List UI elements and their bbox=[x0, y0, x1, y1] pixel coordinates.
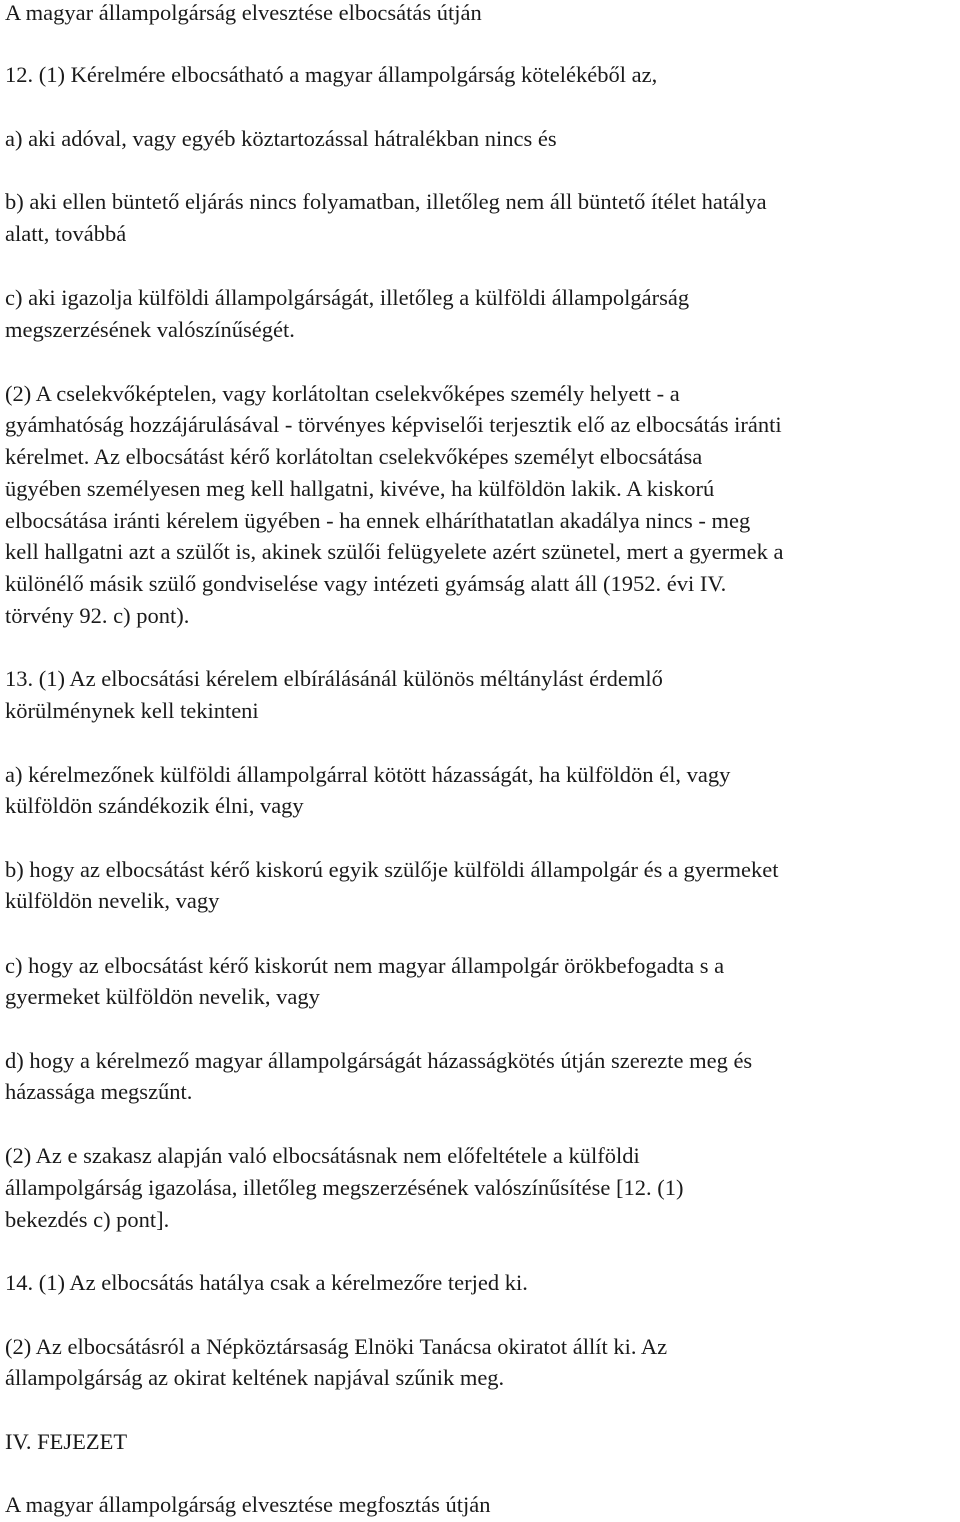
paragraph-line: b) aki ellen büntető eljárás nincs folyamatban, illetőleg nem áll büntető ítélet hatálya bbox=[5, 189, 767, 214]
section-heading: A magyar állampolgárság elvesztése elbocsátás útján bbox=[5, 0, 482, 25]
chapter-heading: IV. FEJEZET bbox=[5, 1429, 128, 1454]
paragraph-line: 14. (1) Az elbocsátás hatálya csak a kérelmezőre terjed ki. bbox=[5, 1270, 528, 1295]
paragraph-line: különélő másik szülő gondviselése vagy intézeti gyámság alatt áll (1952. évi IV. bbox=[5, 571, 727, 596]
paragraph-line: kérelmet. Az elbocsátást kérő korlátoltan cselekvőképes személyt elbocsátása bbox=[5, 444, 703, 469]
paragraph-line: házassága megszűnt. bbox=[5, 1079, 193, 1104]
paragraph-line: gyámhatóság hozzájárulásával - törvényes képviselői terjesztik elő az elbocsátás iránti bbox=[5, 412, 782, 437]
paragraph-line: törvény 92. c) pont). bbox=[5, 603, 190, 628]
paragraph-line: c) hogy az elbocsátást kérő kiskorút nem magyar állampolgár örökbefogadta s a bbox=[5, 953, 725, 978]
paragraph-line: alatt, továbbá bbox=[5, 221, 127, 246]
paragraph-line: a) kérelmezőnek külföldi állampolgárral kötött házasságát, ha külföldön él, vagy bbox=[5, 762, 731, 787]
paragraph-line: c) aki igazolja külföldi állampolgárságát, illetőleg a külföldi állampolgárság bbox=[5, 285, 690, 310]
paragraph-line: állampolgárság igazolása, illetőleg megszerzésének valószínűsítése [12. (1) bbox=[5, 1175, 684, 1200]
paragraph-line: külföldön nevelik, vagy bbox=[5, 888, 220, 913]
paragraph-line: körülménynek kell tekinteni bbox=[5, 698, 259, 723]
section-heading: A magyar állampolgárság elvesztése megfosztás útján bbox=[5, 1492, 491, 1517]
paragraph-line: bekezdés c) pont]. bbox=[5, 1207, 170, 1232]
paragraph-line: b) hogy az elbocsátást kérő kiskorú egyik szülője külföldi állampolgár és a gyermeket bbox=[5, 857, 779, 882]
paragraph-line: (2) A cselekvőképtelen, vagy korlátoltan cselekvőképes személy helyett - a bbox=[5, 381, 680, 406]
paragraph-line: (2) Az e szakasz alapján való elbocsátásnak nem előfeltétele a külföldi bbox=[5, 1143, 640, 1168]
paragraph-line: elbocsátása iránti kérelem ügyében - ha ennek elháríthatatlan akadálya nincs - meg bbox=[5, 508, 751, 533]
paragraph-line: ügyében személyesen meg kell hallgatni, kivéve, ha külföldön lakik. A kiskorú bbox=[5, 476, 715, 501]
paragraph-line: állampolgárság az okirat keltének napjával szűnik meg. bbox=[5, 1365, 505, 1390]
paragraph-line: megszerzésének valószínűségét. bbox=[5, 317, 295, 342]
paragraph-line: d) hogy a kérelmező magyar állampolgárságát házasságkötés útján szerezte meg és bbox=[5, 1048, 753, 1073]
paragraph-line: kell hallgatni azt a szülőt is, akinek szülői felügyelete azért szünetel, mert a gyermek a bbox=[5, 539, 784, 564]
paragraph-line: 12. (1) Kérelmére elbocsátható a magyar állampolgárság kötelékéből az, bbox=[5, 62, 658, 87]
paragraph-line: a) aki adóval, vagy egyéb köztartozással hátralékban nincs és bbox=[5, 126, 557, 151]
paragraph-line: külföldön szándékozik élni, vagy bbox=[5, 793, 304, 818]
paragraph-line: gyermeket külföldön nevelik, vagy bbox=[5, 984, 320, 1009]
paragraph-line: (2) Az elbocsátásról a Népköztársaság Elnöki Tanácsa okiratot állít ki. Az bbox=[5, 1334, 668, 1359]
paragraph-line: 13. (1) Az elbocsátási kérelem elbírálásánál különös méltánylást érdemlő bbox=[5, 666, 663, 691]
